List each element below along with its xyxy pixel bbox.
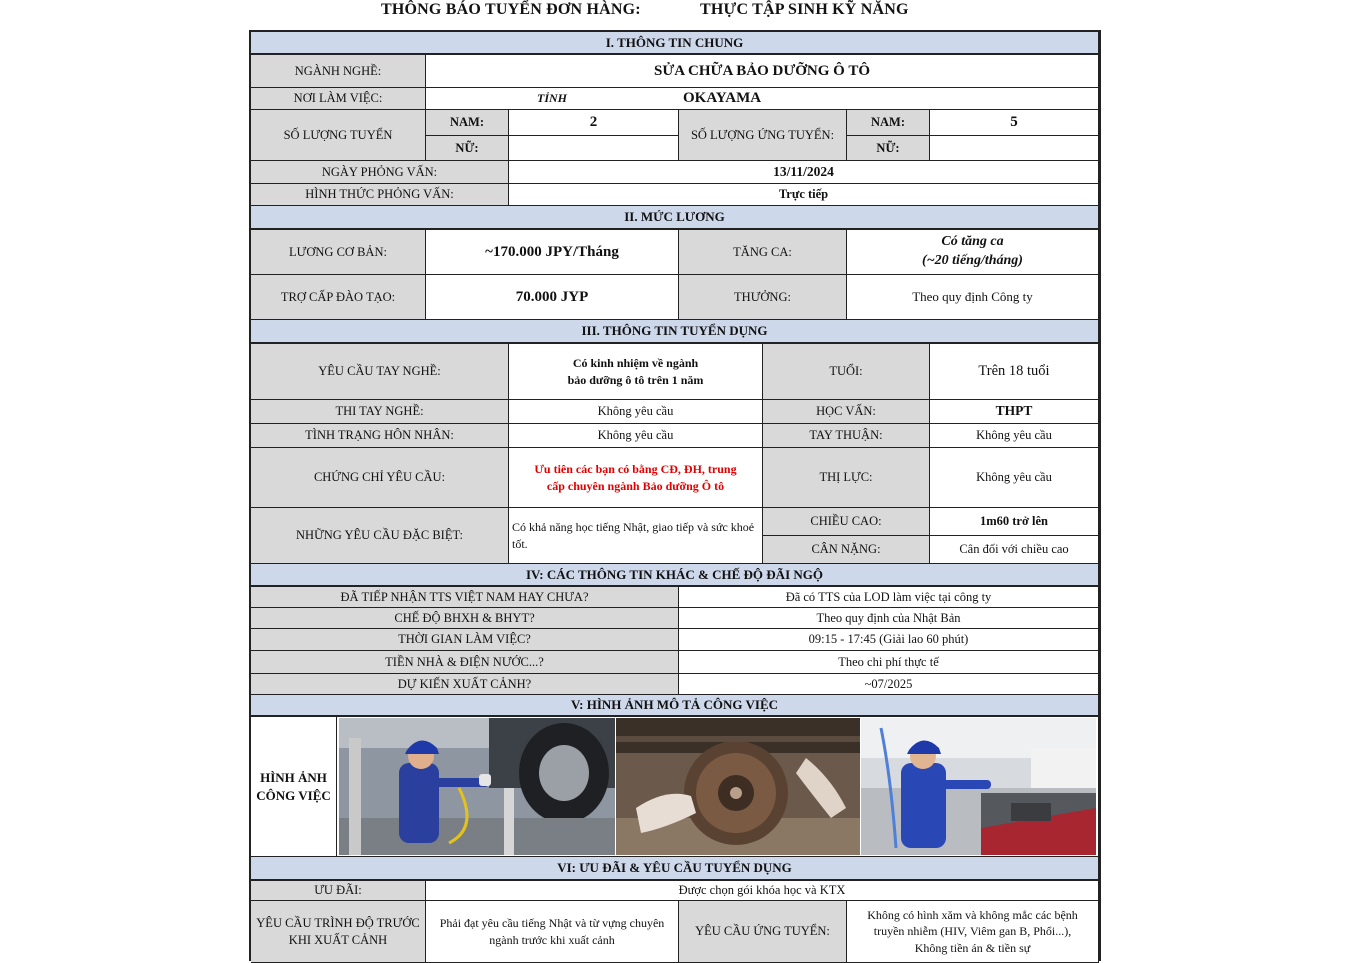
bonus-value: Theo quy định Công ty [847, 275, 1099, 320]
skill-requirement-value [509, 344, 763, 400]
other-info-label-3: TIỀN NHÀ & ĐIỆN NƯỚC...? [251, 651, 679, 674]
job-label: NGÀNH NGHỀ: [251, 55, 426, 88]
language-label-line-2: KHI XUẤT CẢNH [288, 932, 388, 947]
base-salary-value: ~170.000 JPY/Tháng [426, 230, 679, 275]
candidate-line-1: Không có hình xăm và không mắc các bệnh [867, 908, 1078, 923]
section-photos-heading: V: HÌNH ẢNH MÔ TẢ CÔNG VIỆC [251, 695, 1099, 717]
section-perks-heading: VI: ƯU ĐÃI & YÊU CẦU TUYỂN DỤNG [251, 857, 1099, 881]
skill-test-value: Không yêu cầu [509, 400, 763, 424]
photo-mechanic-engine [861, 718, 1096, 855]
applicants-female-value [930, 136, 1099, 161]
eyesight-label: THỊ LỰC: [763, 448, 930, 508]
training-allowance-label: TRỢ CẤP ĐÀO TẠO: [251, 275, 426, 320]
other-info-value-0: Đã có TTS của LOD làm việc tại công ty [679, 587, 1099, 608]
photo-brake-disc [616, 718, 860, 855]
other-info-value-1: Theo quy định của Nhật Bản [679, 608, 1099, 629]
section-general-info-heading: I. THÔNG TIN CHUNG [251, 32, 1099, 55]
quota-label: SỐ LƯỢNG TUYỂN [251, 110, 426, 161]
candidate-line-2: truyền nhiễm (HIV, Viêm gan B, Phổi...), [873, 924, 1072, 939]
applicants-label: SỐ LƯỢNG ỨNG TUYỂN: [679, 110, 847, 161]
applicants-male-value: 5 [930, 110, 1099, 136]
certificate-line-1: Ưu tiên các bạn có bằng CĐ, ĐH, trung [534, 462, 737, 477]
marital-status-label: TÌNH TRẠNG HÔN NHÂN: [251, 424, 509, 448]
candidate-requirement-label: YÊU CẦU ỨNG TUYỂN: [679, 901, 847, 963]
photos-label-line-2: CÔNG VIỆC [256, 787, 331, 803]
other-info-label-2: THỜI GIAN LÀM VIỆC? [251, 629, 679, 651]
recruitment-sheet [249, 30, 1101, 961]
language-value-line-2: ngành trước khi xuất cảnh [489, 932, 615, 947]
interview-form-value: Trực tiếp [509, 184, 1099, 206]
height-label: CHIỀU CAO: [763, 508, 930, 536]
workplace-prefix: TỈNH [537, 91, 567, 106]
other-info-value-2: 09:15 - 17:45 (Giải lao 60 phút) [679, 629, 1099, 651]
other-info-value-3: Theo chi phí thực tế [679, 651, 1099, 674]
dominant-hand-label: TAY THUẬN: [763, 424, 930, 448]
language-requirement-label [251, 901, 426, 963]
dominant-hand-value: Không yêu cầu [930, 424, 1099, 448]
skill-test-label: THI TAY NGHỀ: [251, 400, 509, 424]
other-info-label-1: CHẾ ĐỘ BHXH & BHYT? [251, 608, 679, 629]
education-value: THPT [930, 400, 1099, 424]
section-recruitment-heading: III. THÔNG TIN TUYỂN DỤNG [251, 320, 1099, 344]
age-value: Trên 18 tuổi [930, 344, 1099, 400]
other-info-label-4: DỰ KIẾN XUẤT CẢNH? [251, 674, 679, 695]
perk-value: Được chọn gói khóa học và KTX [426, 881, 1099, 901]
overtime-line-2: (~20 tiếng/tháng) [922, 253, 1023, 268]
candidate-line-3: Không tiền án & tiền sự [914, 940, 1031, 955]
interview-form-label: HÌNH THỨC PHỎNG VẤN: [251, 184, 509, 206]
job-value: SỬA CHỮA BẢO DƯỠNG Ô TÔ [426, 55, 1099, 88]
section-salary-heading: II. MỨC LƯƠNG [251, 206, 1099, 230]
quota-male-value: 2 [509, 110, 679, 136]
workplace-label: NƠI LÀM VIỆC: [251, 88, 426, 110]
skill-line-1: Có kinh nhiệm về ngành [572, 356, 699, 371]
overtime-label: TĂNG CA: [679, 230, 847, 275]
weight-label: CÂN NẶNG: [763, 536, 930, 564]
certificate-line-2: cấp chuyên ngành Bảo dưỡng Ô tô [546, 478, 725, 493]
other-info-value-4: ~07/2025 [679, 674, 1099, 695]
eyesight-value: Không yêu cầu [930, 448, 1099, 508]
photo-mechanic-under-car [339, 718, 615, 855]
photos-label-line-1: HÌNH ẢNH [260, 769, 327, 785]
special-requirements-value: Có khả năng học tiếng Nhật, giao tiếp và sức khoẻ tốt. [509, 508, 763, 564]
base-salary-label: LƯƠNG CƠ BẢN: [251, 230, 426, 275]
quota-female-label: NỮ: [426, 136, 509, 161]
special-requirements-label: NHỮNG YÊU CẦU ĐẶC BIỆT: [251, 508, 509, 564]
language-requirement-value [426, 901, 679, 963]
workplace-value [426, 88, 1099, 110]
title-left: THÔNG BÁO TUYỂN ĐƠN HÀNG: [381, 1, 641, 18]
language-value-line-1: Phải đạt yêu cầu tiếng Nhật và từ vựng chuyên [439, 916, 665, 931]
title-right: THỰC TẬP SINH KỸ NĂNG [700, 1, 909, 18]
applicants-female-label: NỮ: [847, 136, 930, 161]
overtime-value [847, 230, 1099, 275]
section-other-info-heading: IV: CÁC THÔNG TIN KHÁC & CHẾ ĐỘ ĐÃI NGỘ [251, 564, 1099, 587]
skill-line-2: bảo dưỡng ô tô trên 1 năm [567, 372, 704, 387]
quota-male-label: NAM: [426, 110, 509, 136]
document-title [0, 0, 1350, 26]
bonus-label: THƯỞNG: [679, 275, 847, 320]
other-info-label-0: ĐÃ TIẾP NHẬN TTS VIỆT NAM HAY CHƯA? [251, 587, 679, 608]
age-label: TUỔI: [763, 344, 930, 400]
interview-date-value: 13/11/2024 [509, 161, 1099, 184]
certificate-value [509, 448, 763, 508]
weight-value: Cân đối với chiều cao [930, 536, 1099, 564]
perk-label: ƯU ĐÃI: [251, 881, 426, 901]
marital-status-value: Không yêu cầu [509, 424, 763, 448]
overtime-line-1: Có tăng ca [941, 234, 1004, 250]
interview-date-label: NGÀY PHỎNG VẤN: [251, 161, 509, 184]
applicants-male-label: NAM: [847, 110, 930, 136]
training-allowance-value: 70.000 JYP [426, 275, 679, 320]
language-label-line-1: YÊU CẦU TRÌNH ĐỘ TRƯỚC [256, 915, 420, 930]
candidate-requirement-value [847, 901, 1099, 963]
workplace-province: OKAYAMA [683, 90, 762, 107]
quota-female-value [509, 136, 679, 161]
height-value: 1m60 trở lên [930, 508, 1099, 536]
certificate-label: CHỨNG CHỈ YÊU CẦU: [251, 448, 509, 508]
skill-requirement-label: YÊU CẦU TAY NGHỀ: [251, 344, 509, 400]
photos-label [251, 717, 337, 857]
education-label: HỌC VẤN: [763, 400, 930, 424]
